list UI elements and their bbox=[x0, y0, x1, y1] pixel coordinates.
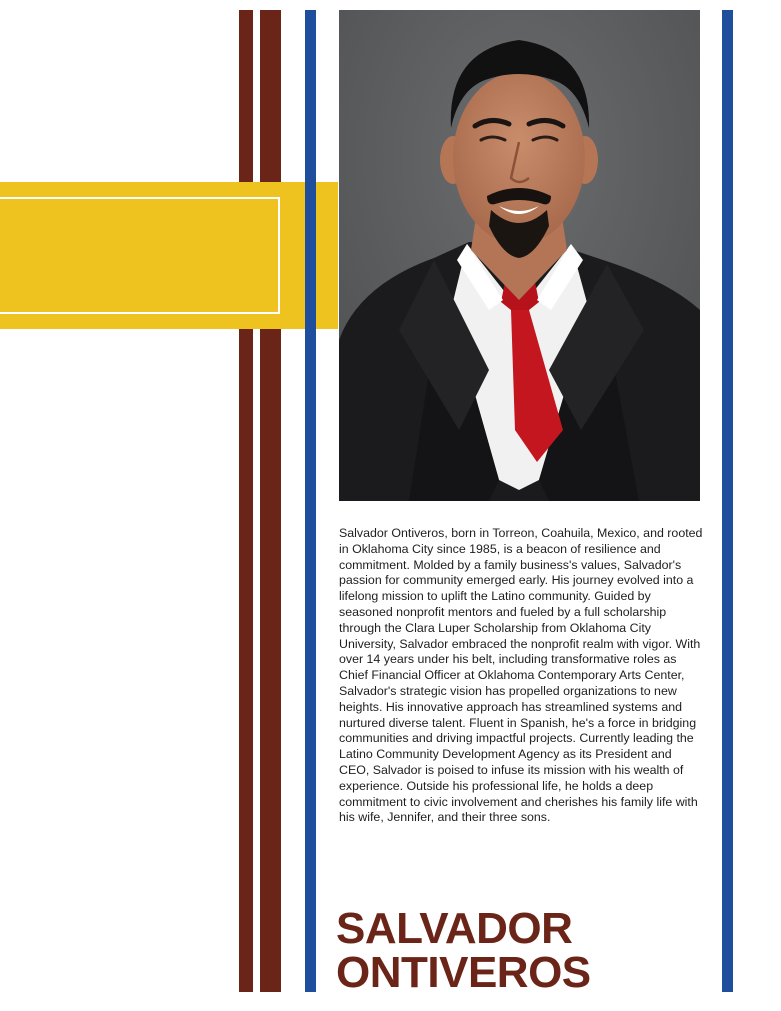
portrait-photo bbox=[339, 10, 700, 501]
blue-stripe-right bbox=[722, 10, 733, 992]
yellow-band-outline bbox=[0, 197, 280, 314]
name-first: SALVADOR bbox=[336, 904, 573, 953]
brown-stripe-left bbox=[239, 10, 253, 992]
name-last: ONTIVEROS bbox=[336, 948, 591, 997]
blue-stripe-left bbox=[305, 10, 316, 992]
portrait-illustration bbox=[339, 10, 700, 501]
bio-paragraph: Salvador Ontiveros, born in Torreon, Coahuila, Mexico, and rooted in Oklahoma City since 1985, is a beacon of resilience and commitment. Molded by a family business's values, Salvador's passion for community emerged early. His journey evolved into a lifelong mission to uplift the Latino community. Guided by seasoned nonprofit mentors and fueled by a full scholarship through the Clara Luper Scholarship from Oklahoma City University, Salvador embraced the nonprofit realm with vigor. With over 14 years under his belt, including transformative roles as Chief Financial Officer at Oklahoma Contemporary Arts Center, Salvador's strategic vision has propelled organizations to new heights. His innovative approach has streamlined systems and nurtured diverse talent. Fluent in Spanish, he's a force in bridging communities and driving impactful projects. Currently leading the Latino Community Development Agency as its President and CEO, Salvador is poised to infuse its mission with his wealth of experience. Outside his professional life, he holds a deep commitment to civic involvement and cherishes his family life with his wife, Jennifer, and their three sons. bbox=[339, 526, 703, 825]
brown-stripe-right bbox=[260, 10, 281, 992]
